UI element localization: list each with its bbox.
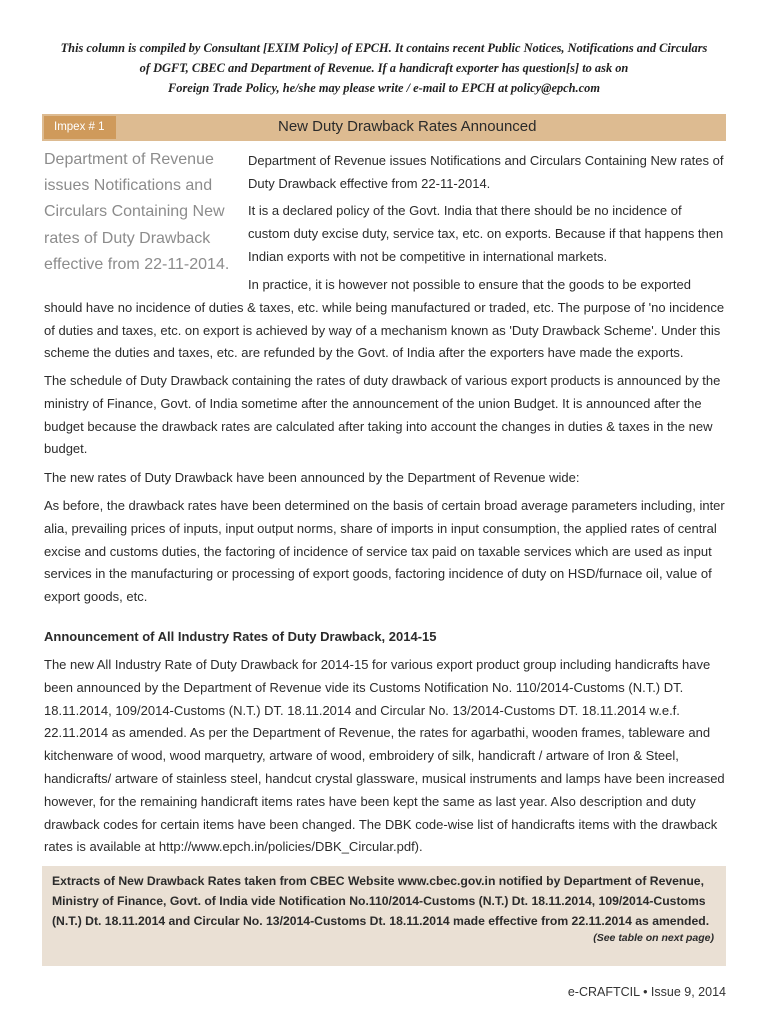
section-heading: Announcement of All Industry Rates of Duty Drawback, 2014-15 — [44, 629, 437, 644]
see-table-note: (See table on next page) — [593, 932, 714, 944]
paragraph-2: It is a declared policy of the Govt. India that there should be no incidence of custom duty excise duty, service tax, etc. on exports. Because if that happens then Indian exports with not be competitive in international markets. — [248, 203, 724, 264]
intro-line-2: of DGFT, CBEC and Department of Revenue. If a handicraft exporter has question[s] to ask on — [139, 61, 629, 75]
article-title: New Duty Drawback Rates Announced — [278, 118, 537, 135]
paragraph-4: The schedule of Duty Drawback containing the rates of duty drawback of various export products is announced by the ministry of Finance, Govt. of India sometime after the announcement of the union Budget. It is announced after the budget because the drawback rates are calculated after taking into account the changes in duties & taxes in the new budget. — [44, 373, 721, 457]
section-body: The new All Industry Rate of Duty Drawback for 2014-15 for various export product group including handicrafts have been announced by the Department of Revenue vide its Customs Notification No. 110/2014-Customs (N.T.) DT. 18.11.2014, 109/2014-Customs (N.T.) DT. 18.11.2014 and Circular No. 13/2014-Customs DT. 18.11.2014 w.e.f. 22.11.2014 as amended. As per the Department of Revenue, the rates for agarbathi, wooden frames, tableware and kitchenware of wood, wood marquetry, artware of wood, embroidery of silk, handicraft / artware of Iron & Steel, handicrafts/ artware of stainless steel, handcut crystal glassware, musical instruments and lamps have been increased however, for the remaining handicraft items rates have been kept the same as last year. Also description and duty drawback codes for certain items have been changed. The DBK code-wise list of handicrafts items with the drawback rates is available at http://www.epch.in/policies/DBK_Circular.pdf). — [44, 657, 725, 855]
intro-note — [40, 38, 728, 98]
extract-note-box — [42, 866, 726, 966]
intro-line-3: Foreign Trade Policy, he/she may please write / e-mail to EPCH at policy@epch.com — [168, 81, 600, 95]
intro-line-1: This column is compiled by Consultant [EXIM Policy] of EPCH. It contains recent Public Notices, Notifications and Circulars — [60, 41, 708, 55]
sidebar-summary: Department of Revenue issues Notifications and Circulars Containing New rates of Duty Drawback effective from 22-11-2014. — [44, 151, 230, 273]
page-footer: e-CRAFTCIL • Issue 9, 2014 — [567, 985, 726, 999]
extract-note-text: Extracts of New Drawback Rates taken from CBEC Website www.cbec.gov.in notified by Department of Revenue, Ministry of Finance, Govt. of India vide Notification No.110/2014-Customs (N.T.) Dt. 18.11.2014, 109/2014-Customs (N.T.) Dt. 18.11.2014 and Circular No. 13/2014-Customs Dt. 18.11.2014 made effective from 22.11.2014 as amended. — [52, 874, 710, 928]
paragraph-6: As before, the drawback rates have been determined on the basis of certain broad average parameters including, inter alia, prevailing prices of inputs, input output norms, share of imports in input consumption, the applied rates of central excise and customs duties, the factoring of incidence of service tax paid on taxable services which are used as input services in the manufacturing or processing of export goods, factoring incidence of duty on HSD/furnace oil, value of export goods, etc. — [44, 498, 725, 605]
paragraph-3: In practice, it is however not possible to ensure that the goods to be exported should have no incidence of duties & taxes, etc. while being manufactured or traded, etc. The purpose of 'no incidence of duties and taxes, etc. on export is achieved by way of a mechanism known as 'Duty Drawback Scheme'. Under this scheme the duties and taxes, etc. are refunded by the Govt. of India after the exporters have made the exports. — [44, 277, 725, 361]
article-banner — [42, 114, 726, 141]
paragraph-1: Department of Revenue issues Notifications and Circulars Containing New rates of Duty Drawback effective from 22-11-2014. — [248, 153, 724, 191]
paragraph-5: The new rates of Duty Drawback have been announced by the Department of Revenue wide: — [44, 470, 580, 485]
impex-tag: Impex # 1 — [44, 116, 116, 139]
